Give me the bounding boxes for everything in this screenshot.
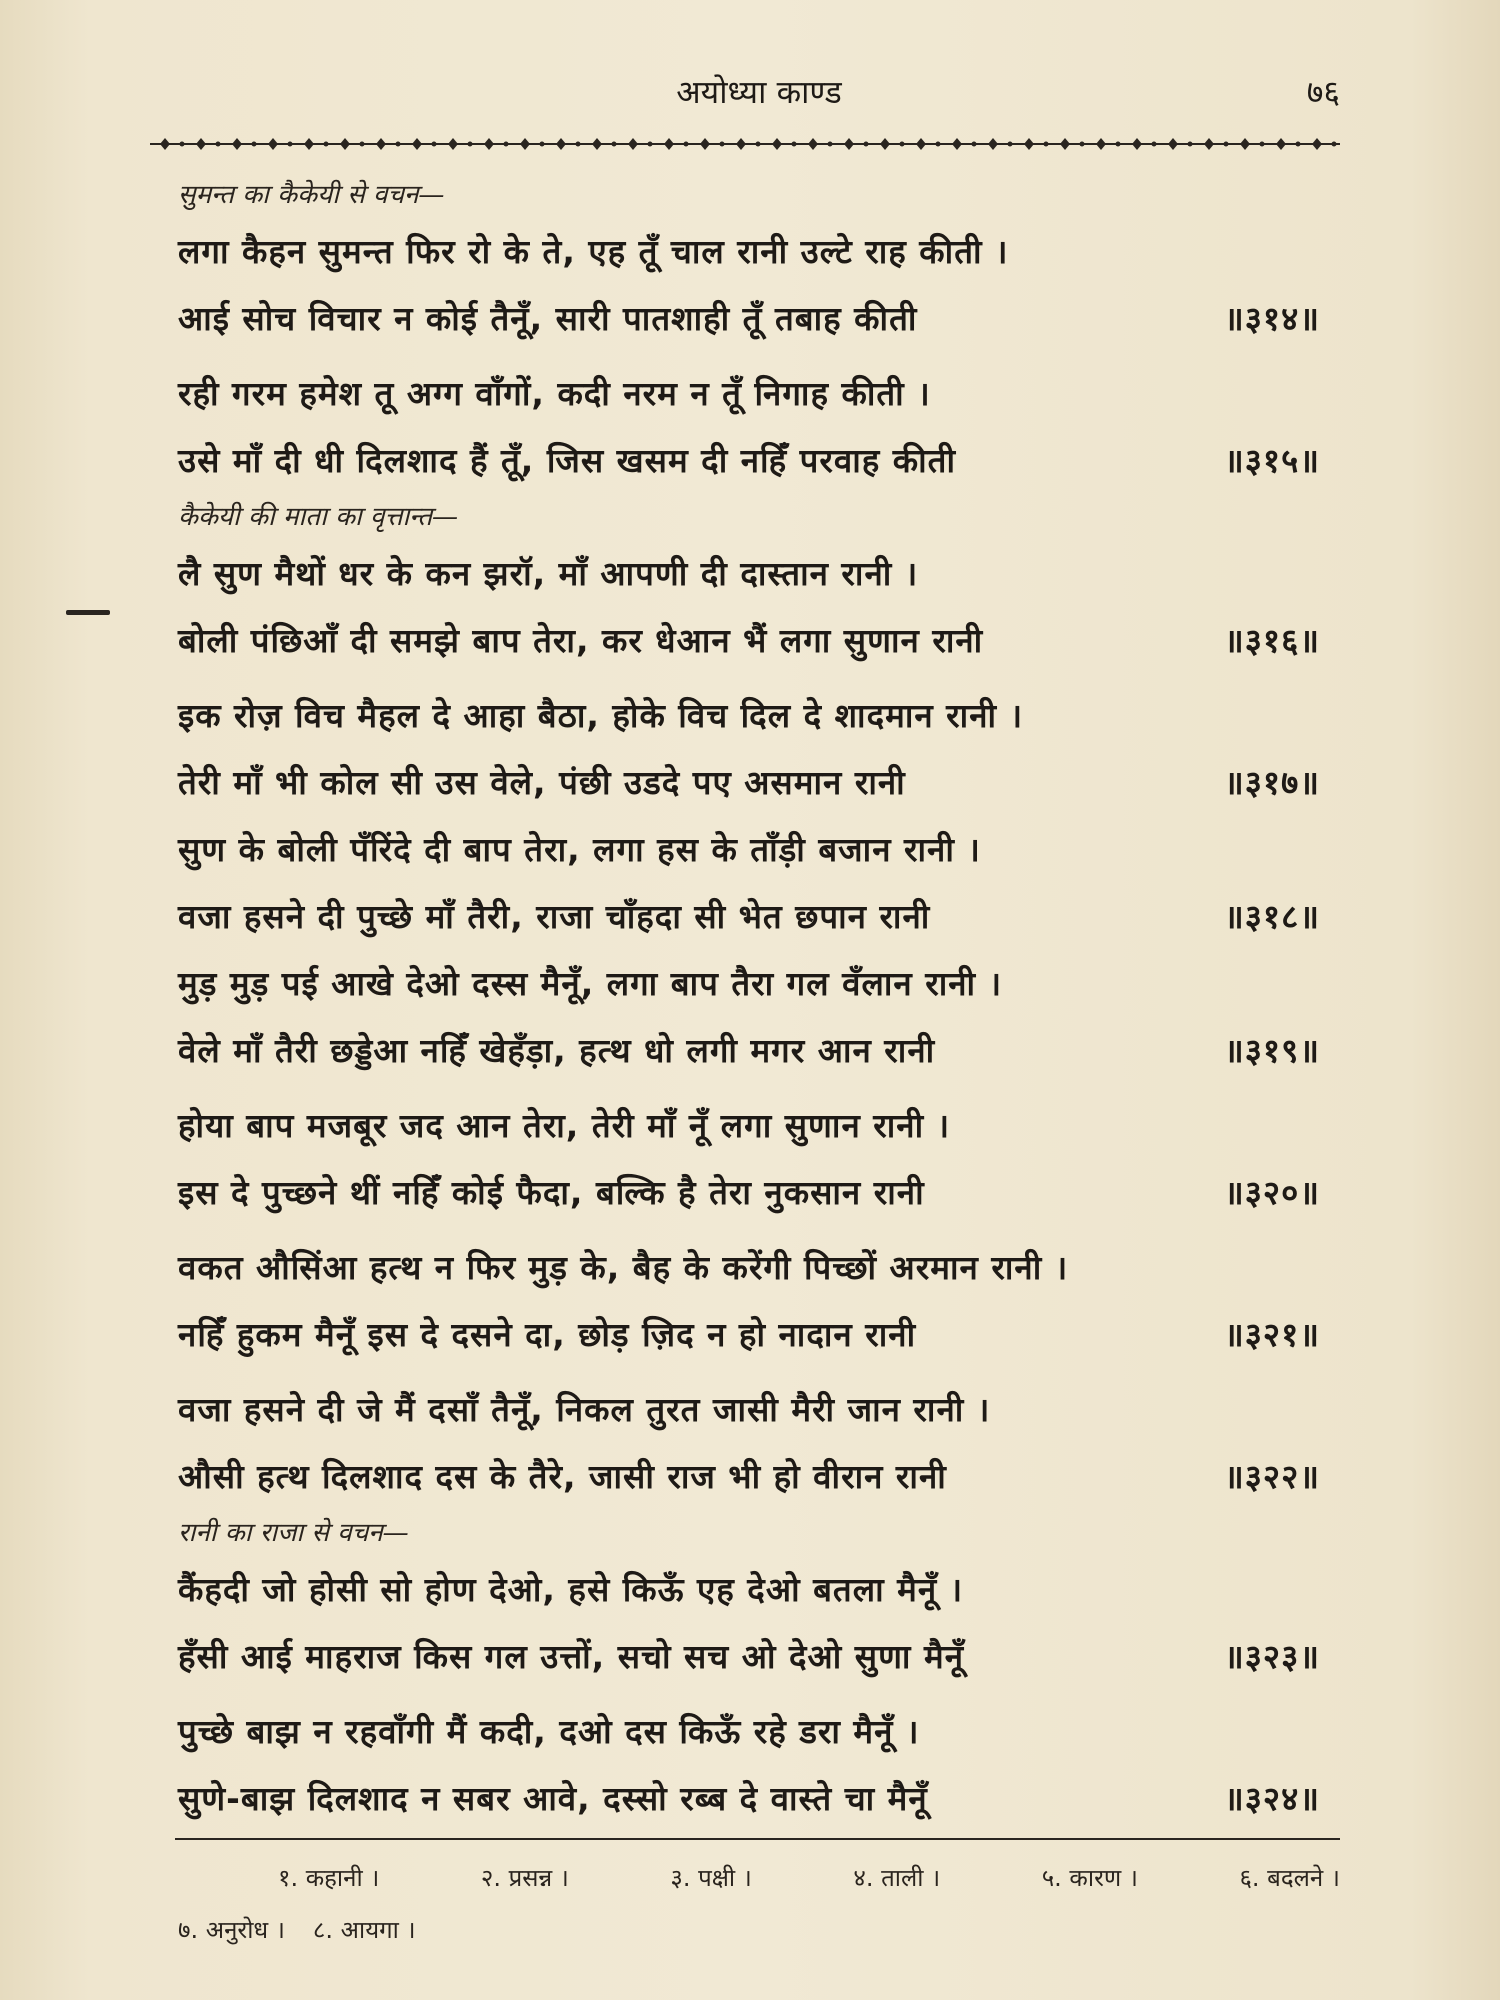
- verse-text: हँसी आई माहराज किस गल उत्तों, सचो सच ओ देओ सुणा मैनूँ: [178, 1637, 965, 1676]
- ornament-dot: [216, 142, 221, 147]
- verse-text: वजा हसने दी पुच्छे माँ तैरी, राजा चाँहदा सी भेत छपान रानी: [178, 897, 931, 936]
- ornament-dot: [864, 142, 869, 147]
- ornament-diamond: [412, 138, 422, 150]
- verse-text: सुण के बोली पँरिंदे दी बाप तेरा, लगा हस के ताँड़ी बजान रानी ।: [178, 830, 981, 869]
- ornament-diamond: [772, 138, 782, 150]
- ornament-dot: [252, 142, 257, 147]
- verse-text: लगा कैहन सुमन्त फिर रो के ते, एह तूँ चाल रानी उल्टे राह कीती ।: [178, 232, 1009, 271]
- verse-number: ॥३२४॥: [1223, 1779, 1320, 1818]
- ornament-dot: [288, 142, 293, 147]
- ornament-dot: [504, 142, 509, 147]
- ornament-diamond: [952, 138, 962, 150]
- verse-number: ॥३१६॥: [1223, 621, 1320, 660]
- verse-text: वकत औसिंआ हत्थ न फिर मुड़ के, बैह के करेंगी पिच्छों अरमान रानी ।: [178, 1248, 1069, 1287]
- ornament-diamond: [1024, 138, 1034, 150]
- ornament-dot: [756, 142, 761, 147]
- ornament-dot: [1008, 142, 1013, 147]
- verse-number: ॥३२३॥: [1223, 1637, 1320, 1676]
- ornament-dot: [1260, 142, 1265, 147]
- ornament-diamond: [1060, 138, 1070, 150]
- verse-text: उसे माँ दी धी दिलशाद हैं तूँ, जिस खसम दी नहिँ परवाह कीती: [178, 441, 957, 480]
- ornament-dot: [1080, 142, 1085, 147]
- verse-text: रही गरम हमेश तू अग्ग वाँगों, कदी नरम न तूँ निगाह कीती ।: [178, 374, 931, 413]
- ornament-diamond: [844, 138, 854, 150]
- ornament-dot: [648, 142, 653, 147]
- ornament-diamond: [1312, 138, 1322, 150]
- ornament-dot: [684, 142, 689, 147]
- running-title: अयोध्या काण्ड: [676, 73, 842, 111]
- verse-text: वजा हसने दी जे मैं दसाँ तैनूँ, निकल तुरत जासी मैरी जान रानी ।: [178, 1390, 991, 1429]
- verse-text: कैंहदी जो होसी सो होण देओ, हसे किऊँ एह देओ बतला मैनूँ ।: [178, 1570, 964, 1609]
- ornament-dot: [1224, 142, 1229, 147]
- verse-line: [178, 1376, 1320, 1443]
- ornament-dot: [1188, 142, 1193, 147]
- footnote: ३. पक्षी ।: [670, 1864, 752, 1892]
- verse-text: लै सुण मैथों धर के कन झरॉ, माँ आपणी दी दास्तान रानी ।: [178, 554, 919, 593]
- ornament-dot: [360, 142, 365, 147]
- verse-line: [178, 218, 1320, 285]
- ornament-diamond: [1132, 138, 1142, 150]
- footnote: ८. आयगा ।: [312, 1916, 416, 1944]
- verse-line: [178, 1443, 1320, 1510]
- verse-text: आई सोच विचार न कोई तैनूँ, सारी पातशाही तूँ तबाह कीती: [178, 299, 918, 338]
- verse-text: वेले माँ तैरी छड्डेआ नहिँ खेहँड़ा, हत्थ धो लगी मगर आन रानी: [178, 1031, 936, 1070]
- verse-line: [178, 950, 1320, 1017]
- ornament-dot: [1152, 142, 1157, 147]
- verse-line: [178, 1159, 1320, 1226]
- ornament-dot: [900, 142, 905, 147]
- verse-text: इस दे पुच्छने थीं नहिँ कोई फैदा, बल्कि है तेरा नुकसान रानी: [178, 1173, 925, 1212]
- ornament-diamond: [484, 138, 494, 150]
- ornament-diamond: [664, 138, 674, 150]
- verse-content: [178, 172, 1320, 1832]
- ornament-diamond: [196, 138, 206, 150]
- verse-line: [178, 285, 1320, 352]
- section: [178, 494, 1320, 1510]
- ornament-dot: [1116, 142, 1121, 147]
- ornament-diamond: [520, 138, 530, 150]
- ornament-diamond: [160, 138, 170, 150]
- section: [178, 172, 1320, 494]
- verse-line: [178, 540, 1320, 607]
- ornament-diamond: [268, 138, 278, 150]
- verse-number: ॥३२१॥: [1223, 1315, 1320, 1354]
- ornament-dot: [432, 142, 437, 147]
- ornament-diamond: [376, 138, 386, 150]
- ornament-diamond: [1276, 138, 1286, 150]
- ornament-diamond: [1204, 138, 1214, 150]
- verse-line: [178, 1234, 1320, 1301]
- ornament-diamond: [1096, 138, 1106, 150]
- footnote: ७. अनुरोध ।: [178, 1916, 285, 1944]
- verse-text: पुच्छे बाझ न रहवाँगी मैं कदी, दओ दस किऊँ रहे डरा मैनूँ ।: [178, 1712, 920, 1751]
- verse-number: ॥३१८॥: [1223, 897, 1320, 936]
- ornament-dot: [828, 142, 833, 147]
- verse-text: नहिँ हुकम मैनूँ इस दे दसने दा, छोड़ ज़िद न हो नादान रानी: [178, 1315, 917, 1354]
- verse-line: [178, 1017, 1320, 1084]
- ornament-diamond: [448, 138, 458, 150]
- footnote-row: [178, 1852, 1340, 1904]
- footnotes: [178, 1852, 1340, 1956]
- verse-number: ॥३२०॥: [1223, 1173, 1320, 1212]
- verse-line: [178, 749, 1320, 816]
- ornament-dot: [396, 142, 401, 147]
- ornament-diamond: [556, 138, 566, 150]
- ornament-diamond: [1168, 138, 1178, 150]
- ornament-diamond: [700, 138, 710, 150]
- verse-line: [178, 1765, 1320, 1832]
- ornament-diamond: [628, 138, 638, 150]
- verse-text: इक रोज़ विच मैहल दे आहा बैठा, होके विच दिल दे शादमान रानी ।: [178, 696, 1024, 735]
- verse-line: [178, 1301, 1320, 1368]
- ornament-dot: [1296, 142, 1301, 147]
- verse-text: सुणे-बाझ दिलशाद न सबर आवे, दस्सो रब्ब दे वास्ते चा मैनूँ: [178, 1779, 928, 1818]
- ornament-diamond: [304, 138, 314, 150]
- ornament-diamond: [1240, 138, 1250, 150]
- footnote: ४. ताली ।: [853, 1864, 941, 1892]
- verse-text: औसी हत्थ दिलशाद दस के तैरे, जासी राज भी हो वीरान रानी: [178, 1457, 947, 1496]
- footnote-divider: [175, 1838, 1340, 1840]
- ornament-diamond: [592, 138, 602, 150]
- verse-text: तेरी माँ भी कोल सी उस वेले, पंछी उडदे पए असमान रानी: [178, 763, 906, 802]
- ornament-dot: [468, 142, 473, 147]
- footnote: ६. बदलने ।: [1239, 1864, 1340, 1892]
- section: [178, 1510, 1320, 1832]
- ornament-dot: [612, 142, 617, 147]
- ornamental-divider: [150, 132, 1340, 156]
- page-number: ७६: [1306, 73, 1340, 111]
- verse-line: [178, 360, 1320, 427]
- ornament-dot: [720, 142, 725, 147]
- ornament-diamond: [880, 138, 890, 150]
- ornament-dot: [540, 142, 545, 147]
- footnote: ५. कारण ।: [1041, 1864, 1138, 1892]
- verse-line: [178, 607, 1320, 674]
- ornament-dot: [324, 142, 329, 147]
- section-heading: रानी का राजा से वचन—: [178, 1518, 409, 1548]
- ornament-diamond: [808, 138, 818, 150]
- verse-line: [178, 682, 1320, 749]
- verse-number: ॥३१५॥: [1223, 441, 1320, 480]
- ornament-dot: [936, 142, 941, 147]
- ornament-diamond: [916, 138, 926, 150]
- verse-number: ॥३१७॥: [1223, 763, 1320, 802]
- ornament-diamond: [232, 138, 242, 150]
- ornament-dot: [576, 142, 581, 147]
- verse-line: [178, 1092, 1320, 1159]
- ornament-dot: [180, 142, 185, 147]
- verse-number: ॥३१९॥: [1223, 1031, 1320, 1070]
- verse-number: ॥३१४॥: [1223, 299, 1320, 338]
- verse-line: [178, 816, 1320, 883]
- ornament-diamond: [988, 138, 998, 150]
- section-heading: सुमन्त का कैकेयी से वचन—: [178, 180, 445, 210]
- ornament-diamond: [340, 138, 350, 150]
- margin-mark: [66, 610, 110, 615]
- page-header: [178, 70, 1340, 118]
- verse-text: बोली पंछिआँ दी समझे बाप तेरा, कर धेआन भैं लगा सुणान रानी: [178, 621, 984, 660]
- verse-line: [178, 883, 1320, 950]
- ornament-diamond: [736, 138, 746, 150]
- verse-line: [178, 1556, 1320, 1623]
- ornament-dot: [1044, 142, 1049, 147]
- section-heading: कैकेयी की माता का वृत्तान्त—: [178, 502, 459, 532]
- ornament-dot: [1332, 142, 1337, 147]
- verse-text: मुड़ मुड़ पई आखे देओ दस्स मैनूँ, लगा बाप तैरा गल वँलान रानी ।: [178, 964, 1003, 1003]
- ornament-svg: [150, 132, 1340, 156]
- verse-line: [178, 1698, 1320, 1765]
- verse-line: [178, 1623, 1320, 1690]
- ornament-dot: [972, 142, 977, 147]
- verse-line: [178, 427, 1320, 494]
- footnote-row: [178, 1904, 1340, 1956]
- footnote: २. प्रसन्न ।: [480, 1864, 569, 1892]
- footnote: १. कहानी ।: [278, 1864, 380, 1892]
- verse-number: ॥३२२॥: [1223, 1457, 1320, 1496]
- verse-text: होया बाप मजबूर जद आन तेरा, तेरी माँ नूँ लगा सुणान रानी ।: [178, 1106, 951, 1145]
- ornament-dot: [792, 142, 797, 147]
